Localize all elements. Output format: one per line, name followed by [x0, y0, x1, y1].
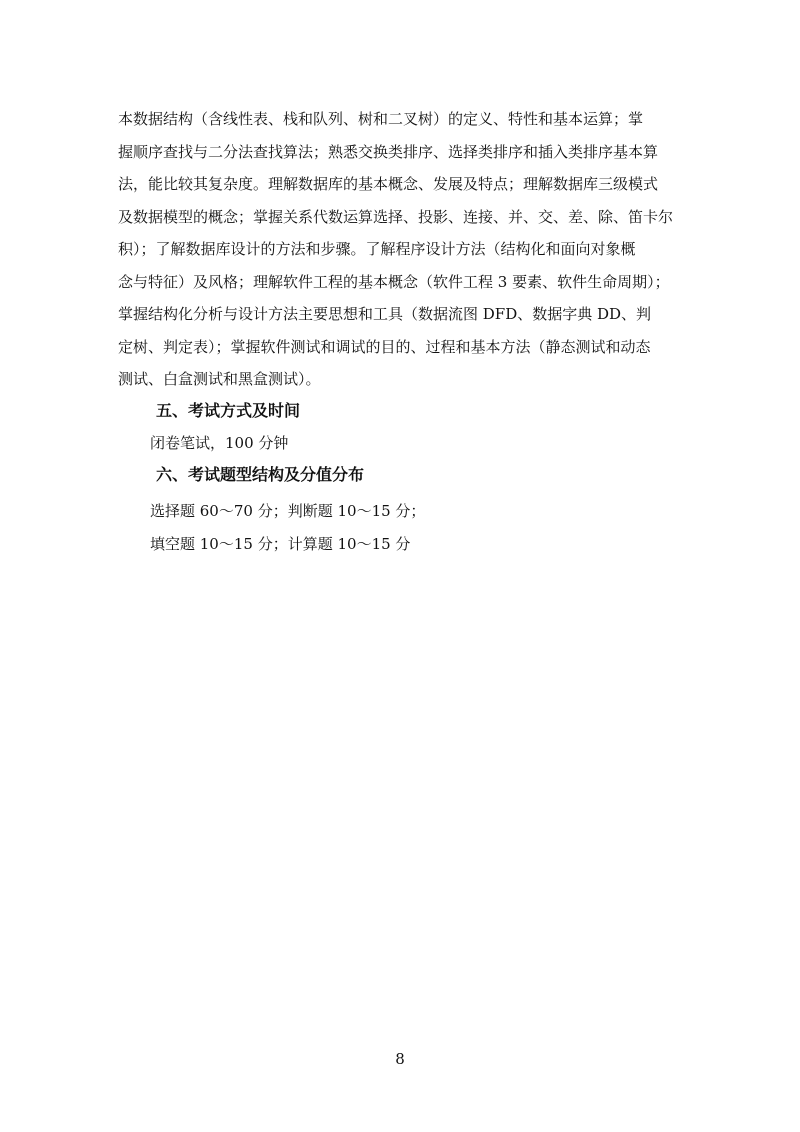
section-heading-question-types: 六、考试题型结构及分值分布	[156, 465, 365, 484]
paragraph-line: 掌握结构化分析与设计方法主要思想和工具（数据流图 DFD、数据字典 DD、判	[118, 305, 652, 323]
question-types-line-2: 填空题 10～15 分；计算题 10～15 分	[150, 535, 411, 553]
section-heading-exam-format: 五、考试方式及时间	[156, 401, 301, 420]
question-types-line-1: 选择题 60～70 分；判断题 10～15 分；	[150, 502, 426, 520]
exam-format-text: 闭卷笔试，100 分钟	[150, 434, 289, 452]
paragraph-line: 测试、白盒测试和黑盒测试）。	[118, 370, 321, 388]
paragraph-line: 及数据模型的概念；掌握关系代数运算选择、投影、连接、并、交、差、除、笛卡尔	[118, 207, 674, 226]
paragraph-line: 法，能比较其复杂度。理解数据库的基本概念、发展及特点；理解数据库三级模式	[118, 175, 659, 193]
paragraph-line: 定树、判定表）；掌握软件测试和调试的目的、过程和基本方法（静态测试和动态	[118, 337, 651, 356]
paragraph-line: 本数据结构（含线性表、栈和队列、树和二叉树）的定义、特性和基本运算；掌	[118, 110, 644, 128]
paragraph-line: 握顺序查找与二分法查找算法；熟悉交换类排序、选择类排序和插入类排序基本算	[118, 142, 659, 161]
paragraph-line: 念与特征）及风格；理解软件工程的基本概念（软件工程 3 要素、软件生命周期）；	[118, 272, 670, 291]
paragraph-line: 积）；了解数据库设计的方法和步骤。了解程序设计方法（结构化和面向对象概	[118, 240, 636, 258]
page-number: 8	[395, 1050, 405, 1068]
syllabus-paragraph	[118, 103, 693, 396]
